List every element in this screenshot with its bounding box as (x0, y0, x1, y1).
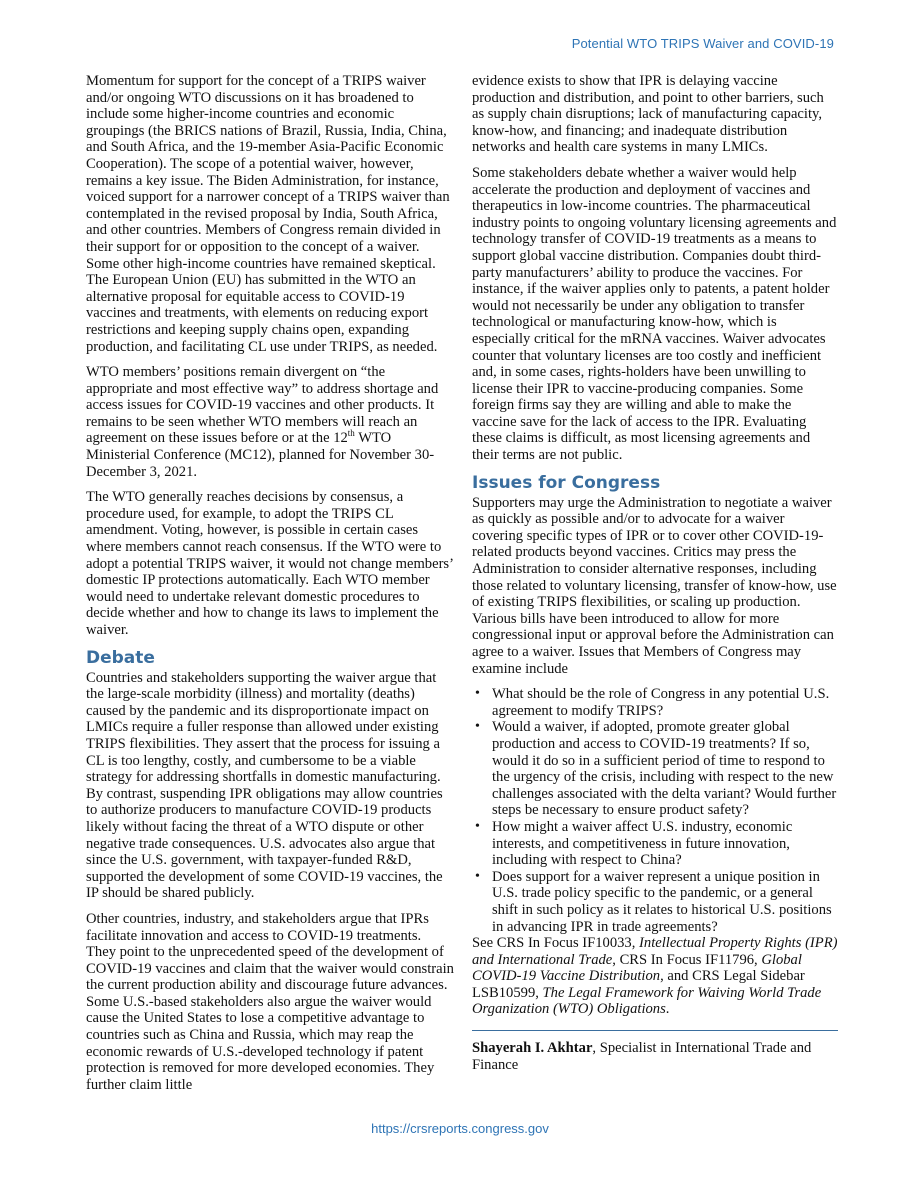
source-title: Global COVID-19 Vaccine Distribution (472, 951, 802, 985)
section-heading-issues-for-congress: Issues for Congress (472, 472, 661, 493)
paragraph: Countries and stakeholders supporting the waiver argue that the large-scale morbidity (illness) and mortality (deaths) caused by the pandemic and its disproportionate impact on LMICs require a fuller response than allowed under existing TRIPS flexibilities. They assert that the process for issuing a CL is too lengthy, costly, and cumbersome to be a viable strategy for addressing shortfalls in domestic manufacturing. By contrast, suspending IPR obligations may allow countries to authorize producers to manufacture COVID-19 products likely without facing the threat of a WTO dispute or other negative trade consequences. U.S. advocates also argue that since the U.S. government, with taxpayer-funded R&D, supported the development of some COVID-19 vaccines, the IP should be shared publicly. (86, 669, 443, 902)
source-note (472, 935, 838, 1018)
paragraph: The WTO generally reaches decisions by consensus, a procedure used, for example, to adopt the TRIPS CL amendment. Voting, however, is possible in certain cases where members cannot reach consensus. If the WTO were to adopt a potential TRIPS waiver, it would not change members’ domestic IP protections automatically. Each WTO member would need to undertake relevant domestic procedures to decide whether and how to change its laws to implement the waiver. (86, 489, 453, 638)
left-column (86, 73, 454, 1102)
right-column (472, 73, 838, 1073)
paragraph: Supporters may urge the Administration to negotiate a waiver as quickly as possible and/or to advocate for a waiver covering specific types of IPR or to cover other COVID-19-related products beyond vaccines. Critics may press the Administration to consider alternative responses, including those related to voluntary licensing, transfer of know-how, use of existing TRIPS flexibilities, or scaling up production. Various bills have been introduced to allow for more congressional input or approval before the Administration can agree to a waiver. Issues that Members of Congress may examine include (472, 494, 837, 677)
paragraph: Some stakeholders debate whether a waiver would help accelerate the production and deployment of vaccines and therapeutics in low-income countries. The pharmaceutical industry points to ongoing voluntary licensing agreements and technology transfer of COVID-19 treatments as a means to support global vaccine distribution. Companies doubt third-party manufacturers’ ability to produce the vaccines. For instance, if the waiver applies only to patents, a patent holder would not necessarily be under any obligation to transfer technological or manufacturing know-how, which is especially critical for the mRNA vaccines. Waiver advocates counter that voluntary licenses are too costly and inefficient and, in some cases, rights-holders have been unwilling to license their IPR to vaccine-producing companies. Some foreign firms say they are willing and able to make the vaccine save for the lack of access to the IPR. Evaluating these claims is difficult, as most licensing agreements and their terms are not public. (472, 164, 837, 464)
list-item: • How might a waiver affect U.S. industry, economic interests, and competitiveness in future innovation, including with respect to China? (472, 819, 838, 869)
paragraph (86, 364, 454, 480)
paragraph: evidence exists to show that IPR is delaying vaccine production and distribution, and point to other barriers, such as supply chain disruptions; lack of manufacturing capacity, know-how, and financing; and inadequate distribution networks and health care systems in many LMICs. (472, 73, 824, 156)
divider (472, 1030, 838, 1031)
source-text: , and CRS Legal Sidebar LSB10599, (472, 968, 805, 1001)
author-title: , Specialist in International Trade and Finance (472, 1040, 812, 1073)
paragraph: Momentum for support for the concept of a TRIPS waiver and/or ongoing WTO discussions on it has broadened to include some higher-income countries and economic groupings (the BRICS nations of Brazil, Russia, India, China, and South Africa, and the 19-member Asia-Pacific Economic Cooperation). The scope of a potential waiver, however, remains a key issue. The Biden Administration, for instance, voiced support for a narrower concept of a TRIPS waiver than contemplated in the revised proposal by India, South Africa, and other countries. Members of Congress remain divided in their support for or opposition to the concept of a waiver. Some other high-income countries have remained skeptical. The European Union (EU) has submitted in the WTO an alternative proposal for equitable access to COVID-19 vaccines and treatments, with elements on reducing export restrictions and keeping supply chains open, expanding production, and facilitating CL use under TRIPS, as needed. (86, 73, 450, 355)
ordinal-superscript: th (347, 428, 355, 439)
source-text: , CRS In Focus IF11796, (612, 951, 762, 968)
issues-list (472, 686, 838, 935)
list-item: • Does support for a waiver represent a unique position in U.S. trade policy specific to the pandemic, or a general shift in such policy as it relates to historical U.S. positions in advancing IPR in trade agreements? (472, 869, 838, 935)
source-title: The Legal Framework for Waiving World Trade Organization (WTO) Obligations (472, 984, 822, 1018)
paragraph: Other countries, industry, and stakeholders argue that IPRs facilitate innovation and access to COVID-19 treatments. They point to the unprecedented speed of the development of COVID-19 vaccines and claim that the waiver would constrain the current production ability and discourage future advances. Some U.S.-based stakeholders also argue the waiver would cause the United States to lose a competitive advantage to countries such as China and Russia, which may reap the economic rewards of U.S.-developed technology if patent protection is removed for more developed economies. They further claim little (86, 910, 454, 1093)
paragraph-text: WTO Ministerial Conference (MC12), planned for November 30-December 3, 2021. (86, 430, 435, 480)
source-text: See CRS In Focus IF10033, (472, 935, 640, 952)
footer-url-link[interactable]: https://crsreports.congress.gov (371, 1121, 549, 1136)
running-header: Potential WTO TRIPS Waiver and COVID-19 (571, 36, 834, 51)
author-name: Shayerah I. Akhtar (472, 1040, 593, 1057)
source-title: Intellectual Property Rights (IPR) and International Trade (472, 935, 838, 968)
paragraph-text: WTO members’ positions remain divergent on “the appropriate and most effective way” to address shortage and access issues for COVID-19 vaccines and other products. It remains to be seen whether WTO members will reach an agreement on these issues before or at the 12 (86, 364, 439, 447)
source-text: . (665, 1001, 670, 1018)
list-item: • Would a waiver, if adopted, promote greater global production and access to COVID-19 treatments? If so, would it do so in a sufficient period of time to respond to the urgency of the crisis, including with respect to the new challenges associated with the delta variant? Would further steps be necessary to ensure product safety? (472, 719, 838, 819)
section-heading-debate: Debate (86, 647, 155, 668)
list-item: • What should be the role of Congress in any potential U.S. agreement to modify TRIPS? (472, 686, 838, 719)
author-line (472, 1040, 838, 1073)
